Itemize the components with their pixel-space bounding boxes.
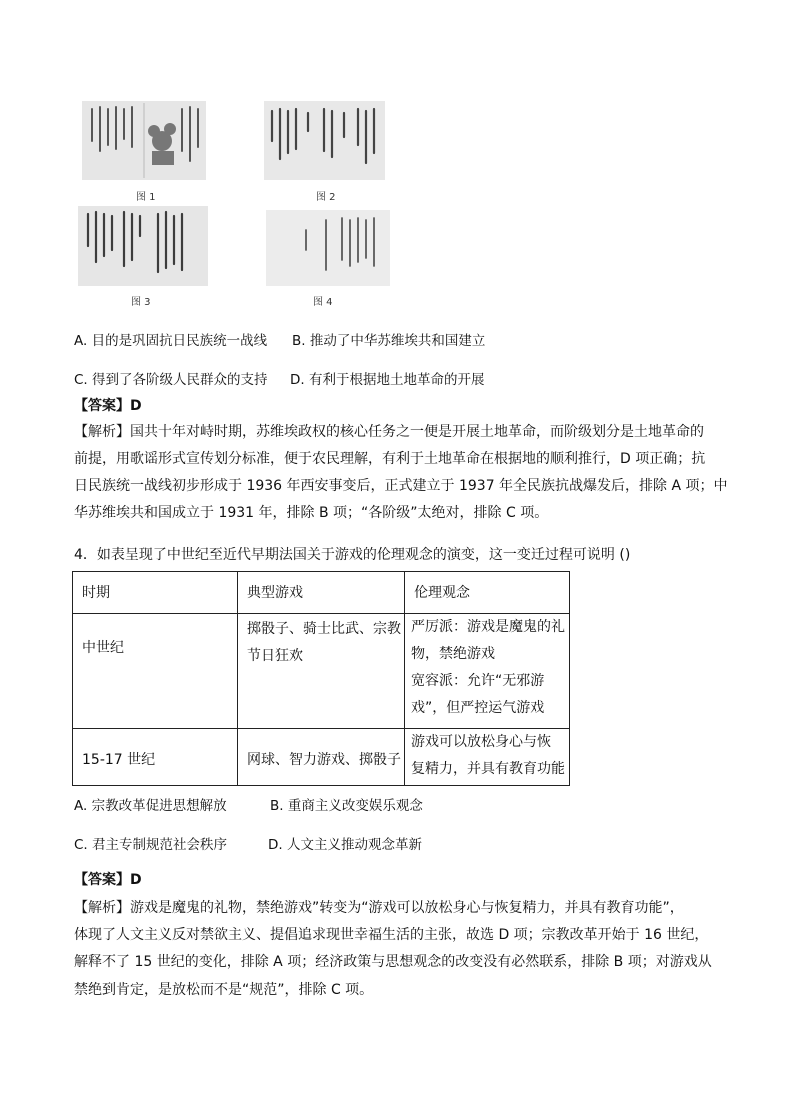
figure-4-image	[266, 210, 390, 286]
q3-analysis-line: 华苏维埃共和国成立于 1931 年，排除 B 项；“各阶级”太绝对，排除 C 项。	[74, 505, 549, 521]
q3-analysis-line: 日民族统一战线初步形成于 1936 年西安事变后，正式建立于 1937 年全民族抗战爆发后，排除 A 项；中	[74, 478, 728, 494]
cell-period: 中世纪	[82, 640, 124, 656]
cell-ethics-line: 复精力，并具有教育功能	[411, 761, 565, 777]
figure-1-caption: 图 1	[136, 192, 156, 203]
figure-4-caption: 图 4	[313, 297, 333, 308]
q4-answer: 【答案】D	[74, 872, 142, 888]
q4-analysis-line: 【解析】游戏是魔鬼的礼物，禁绝游戏”转变为“游戏可以放松身心与恢复精力，并具有教育功能”，	[74, 900, 684, 916]
table-row	[73, 614, 570, 729]
cell-games-line: 网球、智力游戏、掷骰子	[247, 752, 401, 768]
figure-2-caption: 图 2	[316, 192, 336, 203]
q3-analysis-line: 【解析】国共十年对峙时期，苏维埃政权的核心任务之一便是开展土地革命，而阶级划分是土地革命的	[74, 424, 704, 440]
cell-ethics-line: 宽容派：允许“无邪游	[411, 673, 545, 689]
q4-table	[72, 571, 570, 786]
q4-analysis-line: 解释不了 15 世纪的变化，排除 A 项；经济政策与思想观念的改变没有必然联系，排除 B 项；对游戏从	[74, 954, 712, 970]
figure-1-image	[82, 101, 206, 180]
q4-stem: 4．如表呈现了中世纪至近代早期法国关于游戏的伦理观念的演变，这一变迁过程可说明 ()	[74, 547, 631, 563]
q4-option-a[interactable]: A. 宗教改革促进思想解放	[74, 798, 227, 814]
table-header-row	[73, 572, 570, 614]
figure-3-image	[78, 206, 208, 286]
q3-answer: 【答案】D	[74, 398, 142, 414]
q3-option-b[interactable]: B. 推动了中华苏维埃共和国建立	[292, 333, 486, 349]
q4-option-d[interactable]: D. 人文主义推动观念革新	[268, 837, 422, 853]
figure-3-caption: 图 3	[131, 297, 151, 308]
cell-ethics-line: 游戏可以放松身心与恢	[411, 734, 551, 750]
q4-analysis-line: 禁绝到肯定，是放松而不是“规范”，排除 C 项。	[74, 982, 374, 998]
q3-analysis-line: 前提，用歌谣形式宣传划分标准，便于农民理解，有利于土地革命在根据地的顺利推行，D 项正确；抗	[74, 451, 706, 467]
q3-option-c[interactable]: C. 得到了各阶级人民群众的支持	[74, 372, 268, 388]
header-ethics: 伦理观念	[414, 585, 470, 601]
q4-option-b[interactable]: B. 重商主义改变娱乐观念	[270, 798, 423, 814]
q3-option-a[interactable]: A. 目的是巩固抗日民族统一战线	[74, 333, 268, 349]
cell-ethics-line: 戏”，但严控运气游戏	[411, 700, 545, 716]
cell-ethics-line: 严厉派：游戏是魔鬼的礼	[411, 619, 565, 635]
q4-option-c[interactable]: C. 君主专制规范社会秩序	[74, 837, 228, 853]
table-row	[73, 729, 570, 786]
cell-ethics-line: 物，禁绝游戏	[411, 646, 495, 662]
q4-analysis-line: 体现了人文主义反对禁欲主义、提倡追求现世幸福生活的主张，故选 D 项；宗教改革开始于 16 世纪，	[74, 927, 709, 943]
header-period: 时期	[82, 585, 110, 601]
cell-games-line: 掷骰子、骑士比武、宗教	[247, 621, 401, 637]
figure-2-image	[264, 101, 385, 180]
q3-option-d[interactable]: D. 有利于根据地土地革命的开展	[290, 372, 485, 388]
cell-period: 15-17 世纪	[82, 752, 156, 768]
header-games: 典型游戏	[247, 585, 303, 601]
cell-games-line: 节日狂欢	[247, 648, 303, 664]
